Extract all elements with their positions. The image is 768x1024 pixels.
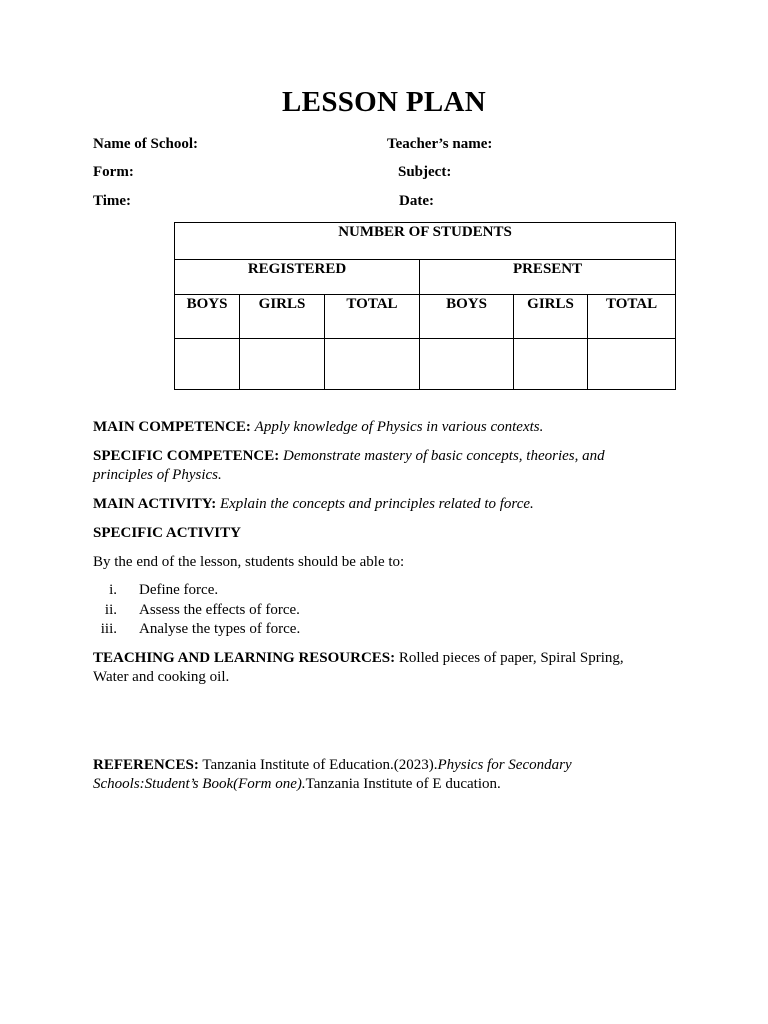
list-item	[93, 620, 653, 640]
present-total-header: TOTAL	[588, 295, 676, 339]
specific-competence	[93, 447, 653, 485]
page-title: LESSON PLAN	[282, 86, 486, 118]
date-label: Date:	[399, 193, 434, 209]
list-item-number: i.	[109, 582, 117, 598]
registered-girls-header: GIRLS	[240, 295, 325, 339]
registered-boys-header: BOYS	[175, 295, 240, 339]
number-of-students-table	[174, 222, 676, 390]
list-item-text: Define force.	[139, 582, 219, 598]
registered-total-header: TOTAL	[325, 295, 420, 339]
references-text-pre: Tanzania Institute of Education.(2023).	[202, 757, 438, 773]
main-competence-label: MAIN COMPETENCE:	[93, 419, 251, 435]
present-boys-header: BOYS	[420, 295, 514, 339]
registered-total-cell[interactable]	[325, 339, 420, 390]
present-header: PRESENT	[420, 260, 676, 295]
specific-competence-label: SPECIFIC COMPETENCE:	[93, 448, 280, 464]
teaching-resources	[93, 649, 653, 687]
present-girls-header: GIRLS	[514, 295, 588, 339]
specific-activity-label: SPECIFIC ACTIVITY	[93, 525, 241, 541]
specific-activity-heading	[93, 524, 653, 543]
specific-activity-list	[93, 581, 653, 640]
list-item-number: iii.	[100, 621, 117, 637]
main-activity	[93, 495, 653, 514]
form-label: Form:	[93, 164, 134, 180]
main-competence-text: Apply knowledge of Physics in various contexts.	[254, 419, 544, 435]
subject-label: Subject:	[398, 164, 452, 180]
list-item	[93, 601, 653, 621]
registered-boys-cell[interactable]	[175, 339, 240, 390]
teaching-resources-text: Rolled pieces of paper, Spiral Spring, Water and cooking oil.	[93, 650, 624, 685]
main-competence	[93, 418, 653, 437]
table-heading: NUMBER OF STUDENTS	[175, 223, 676, 260]
main-activity-text: Explain the concepts and principles related to force.	[219, 496, 534, 512]
references-book-title: Physics for Secondary Schools:Student’s Book(Form one).	[93, 757, 572, 792]
specific-activity-intro: By the end of the lesson, students should be able to:	[93, 554, 405, 570]
references-text-post: Tanzania Institute of E ducation.	[305, 776, 501, 792]
registered-girls-cell[interactable]	[240, 339, 325, 390]
list-item-text: Assess the effects of force.	[139, 601, 300, 618]
list-item-text: Analyse the types of force.	[139, 621, 301, 637]
list-item-number: ii.	[104, 601, 117, 618]
present-boys-cell[interactable]	[420, 339, 514, 390]
teaching-resources-label: TEACHING AND LEARNING RESOURCES:	[93, 650, 396, 666]
specific-competence-text: Demonstrate mastery of basic concepts, theories, and principles of Physics.	[93, 448, 605, 483]
time-label: Time:	[93, 193, 132, 209]
references	[93, 756, 653, 794]
present-total-cell[interactable]	[588, 339, 676, 390]
registered-header: REGISTERED	[175, 260, 420, 295]
teachers-name-label: Teacher’s name:	[387, 136, 493, 152]
present-girls-cell[interactable]	[514, 339, 588, 390]
references-label: REFERENCES:	[93, 757, 199, 773]
name-of-school-label: Name of School:	[93, 136, 198, 152]
main-activity-label: MAIN ACTIVITY:	[93, 496, 217, 512]
list-item	[93, 581, 653, 601]
